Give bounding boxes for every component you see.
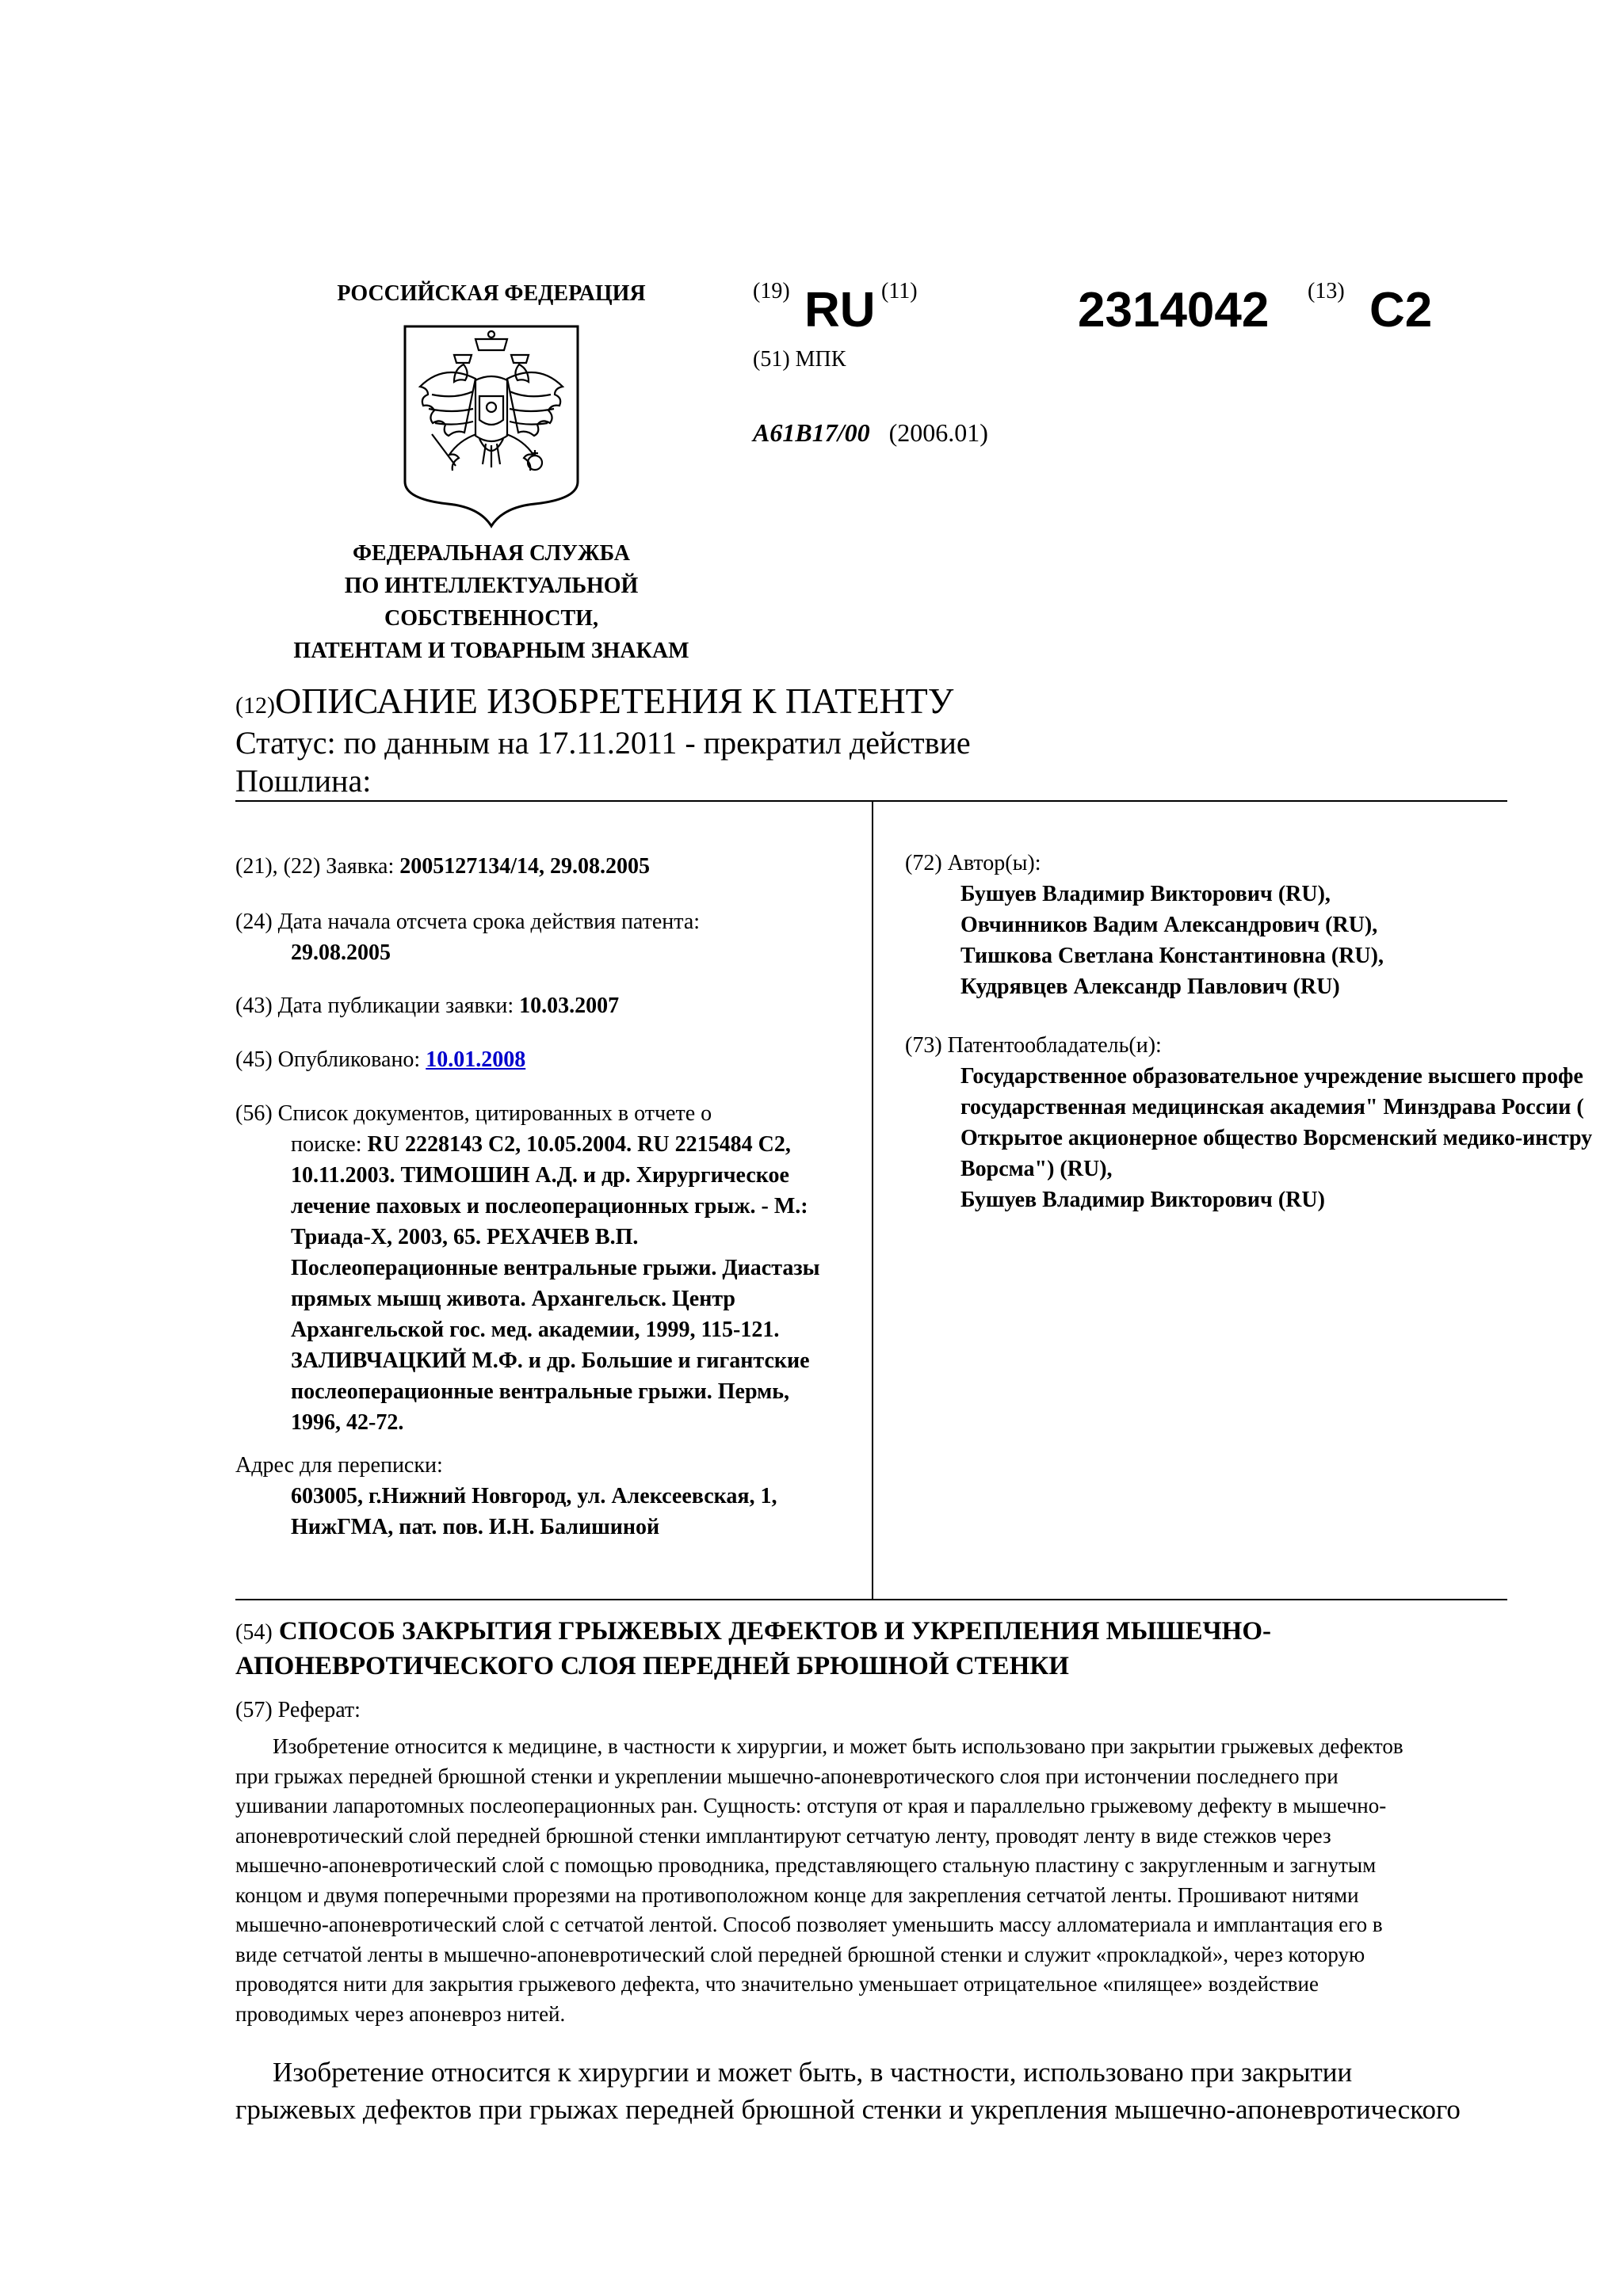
column-divider <box>872 800 873 1600</box>
ipc-label: (51) МПК <box>753 347 846 372</box>
inid-code-13: (13) <box>1308 279 1345 303</box>
abstract-label: (57) Реферат: <box>235 1698 361 1722</box>
patent-owners-field: (73) Патентообладатель(и): Государственное образовательное учреждение высшего профе государственная медицинская академия" Минздрава России ( Открытое акционерное общество Ворсменский медико-инстру Ворсма") (RU), Бушуев Владимир Викторович (RU) <box>905 1030 1592 1215</box>
owner-item: Бушуев Владимир Викторович (RU) <box>960 1188 1325 1212</box>
abstract-text: Изобретение относится к медицине, в частности к хирургии, и может быть использовано при закрытии грыжевых дефектов при грыжах передней брюшной стенки и укреплении мышечно-апоневротического слоя при истончении последнего при ушивании лапаротомных послеоперационных ран. Сущность: отступя от края и параллельно грыжевому дефекту в мышечно- апоневротический слой передней брюшной стенки имплантируют сетчатую ленту, проводят ленту в виде стежков через мышечно-апоневротический слой с помощью проводника, представляющего стальную пластину с закругленным и загнутым концом и двумя поперечными прорезями на противоположном конце для закрепления сетчатой ленты. Прошивают нитями мышечно-апоневротический слой с сетчатой лентой. Способ позволяет уменьшить массу алломатериала и имплантация его в виде сетчатой ленты в мышечно-апоневротический слой передней брюшной стенки и служит «прокладкой», через которую проводятся нити для закрытия грыжевого дефекта, что значительно уменьшает отрицательное «пилящее» воздействие проводимых через апоневроз нитей. <box>235 1734 1403 2026</box>
term-start-field: (24) Дата начала отсчета срока действия патента: 29.08.2005 <box>235 906 700 968</box>
inid-code-12: (12) <box>235 692 275 719</box>
published-field: (45) Опубликовано: 10.01.2008 <box>235 1047 526 1072</box>
author-item: Овчинников Вадим Александрович (RU), <box>960 913 1378 937</box>
application-publication-field: (43) Дата публикации заявки: 10.03.2007 <box>235 994 620 1018</box>
invention-title: (54) СПОСОБ ЗАКРЫТИЯ ГРЫЖЕВЫХ ДЕФЕКТОВ И УКРЕПЛЕНИЯ МЫШЕЧНО- АПОНЕВРОТИЧЕСКОГО СЛОЯ ПЕРЕДНЕЙ БРЮШНОЙ СТЕНКИ <box>235 1617 1272 1680</box>
ipc-version: (2006.01) <box>888 418 988 447</box>
country-code: RU <box>804 283 876 338</box>
description-text: Изобретение относится к хирургии и может быть, в частности, использовано при закрытии грыжевых дефектов при грыжах передней брюшной стенки и укрепления мышечно-апоневротического <box>235 2057 1461 2125</box>
owner-item: Открытое акционерное общество Ворсменский медико-инстру <box>960 1126 1593 1150</box>
inid-code-54: (54) <box>235 1620 273 1645</box>
author-item: Бушуев Владимир Викторович (RU), <box>960 882 1331 906</box>
owner-item: Ворсма") (RU), <box>960 1157 1113 1181</box>
kind-code: C2 <box>1369 283 1433 338</box>
document-title-text: ОПИСАНИЕ ИЗОБРЕТЕНИЯ К ПАТЕНТУ <box>274 681 954 721</box>
patent-status: Статус: по данным на 17.11.2011 - прекратил действие <box>235 725 971 761</box>
owner-item: государственная медицинская академия" Минздрава России ( <box>960 1095 1584 1119</box>
agency-name: ФЕДЕРАЛЬНАЯ СЛУЖБА ПО ИНТЕЛЛЕКТУАЛЬНОЙ СОБСТВЕННОСТИ, ПАТЕНТАМ И ТОВАРНЫМ ЗНАКАМ <box>293 541 689 663</box>
patent-fee: Пошлина: <box>235 763 372 799</box>
inid-code-11: (11) <box>881 279 918 303</box>
document-title <box>235 680 953 722</box>
published-date-link[interactable]: 10.01.2008 <box>426 1047 526 1072</box>
ipc-code: A61B17/00 <box>753 418 870 447</box>
application-field: (21), (22) Заявка: 2005127134/14, 29.08.2005 <box>235 854 651 879</box>
authors-field: (72) Автор(ы): Бушуев Владимир Викторович (RU), Овчинников Вадим Александрович (RU), Тишкова Светлана Константиновна (RU), Кудрявцев Александр Павлович (RU) <box>905 848 1384 1002</box>
cited-documents: (56) Список документов, цитированных в отчете о поиске: RU 2228143 C2, 10.05.2004. RU 2215484 C2, 10.11.2003. ТИМОШИН А.Д. и др. Хирургическое лечение паховых и послеоперационных грыж. - М.: Триада-Х, 2003, 65. РЕХАЧЕВ В.П. Послеоперационные вентральные грыжи. Диастазы прямых мышц живота. Архангельск. Центр Архангельской гос. мед. академии, 1999, 115-121. ЗАЛИВЧАЦКИЙ М.Ф. и др. Большие и гигантские послеоперационные вентральные грыжи. Пермь, 1996, 42-72. <box>235 1101 820 1435</box>
ipc-classification <box>753 418 988 448</box>
owner-item: Государственное образовательное учреждение высшего профе <box>960 1064 1583 1089</box>
application-publication-date: 10.03.2007 <box>519 994 620 1018</box>
author-item: Тишкова Светлана Константиновна (RU), <box>960 944 1384 968</box>
term-start-date: 29.08.2005 <box>291 940 391 965</box>
patent-number: 2314042 <box>1078 283 1270 338</box>
country-name: РОССИЙСКАЯ ФЕДЕРАЦИЯ <box>337 281 646 306</box>
author-item: Кудрявцев Александр Павлович (RU) <box>960 974 1340 999</box>
application-number: 2005127134/14, 29.08.2005 <box>399 854 651 879</box>
correspondence-address: Адрес для переписки: 603005, г.Нижний Новгород, ул. Алексеевская, 1, НижГМА, пат. пов. И.Н. Балишиной <box>235 1453 777 1539</box>
bottom-divider <box>235 1599 1507 1600</box>
state-emblem-icon <box>400 323 582 529</box>
inid-code-19: (19) <box>753 279 790 303</box>
